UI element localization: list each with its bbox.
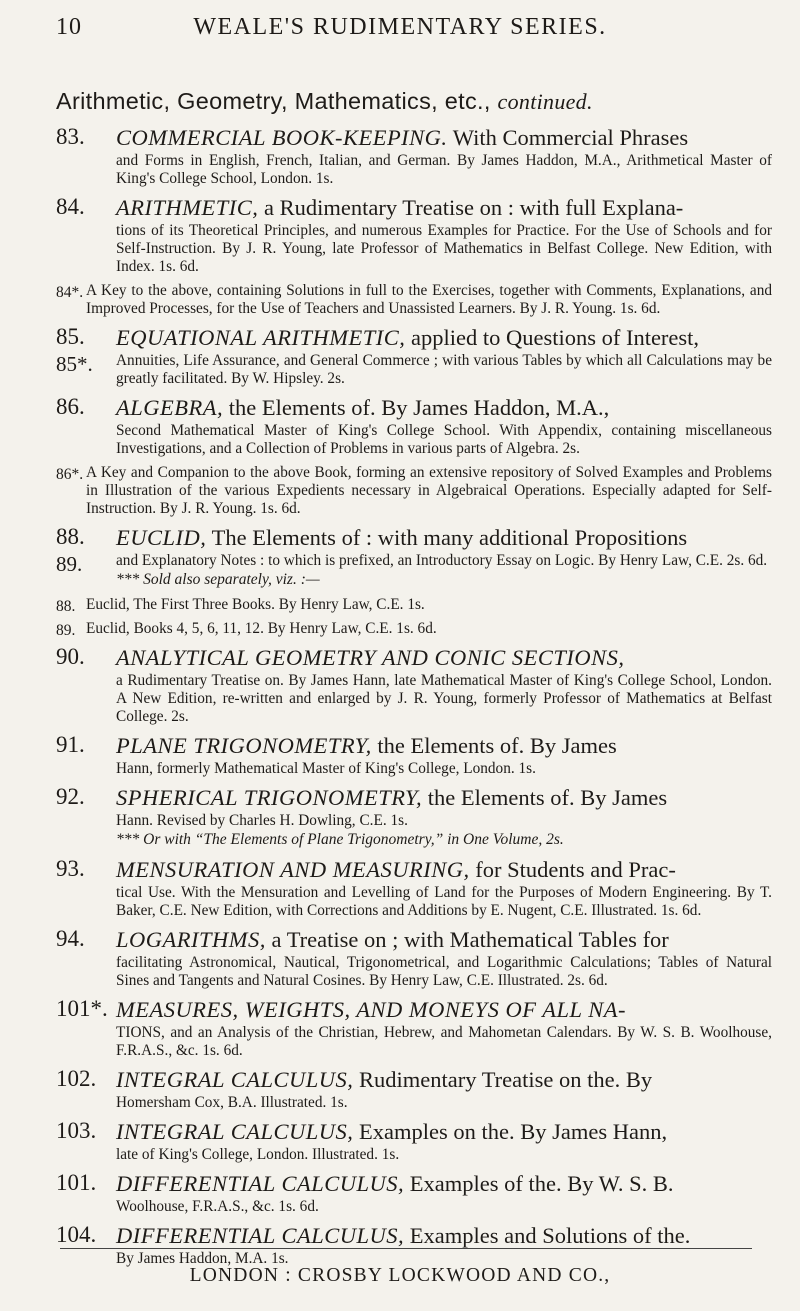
entry-head-line <box>116 1222 772 1250</box>
entry-head-line <box>116 644 772 672</box>
entry-number: 85. <box>56 324 85 349</box>
entry-number: 102. <box>56 1066 97 1091</box>
catalogue-entry <box>56 194 772 276</box>
entry-title: DIFFERENTIAL CALCULUS, <box>116 1171 405 1196</box>
entry-number: 88. <box>56 598 76 615</box>
entry-description: tions of its Theoretical Principles, and numerous Examples for Practice. For the Use of Schools and for Self-Instruction. By J. R. Young, late Professor of Mathematics in Belfast College. New Edition, with Index. 1s. 6d. <box>116 222 772 275</box>
entry-description: and Explanatory Notes : to which is prefixed, an Introductory Essay on Logic. By Henry Law, C.E. 2s. 6d. <box>116 552 768 569</box>
entry-number: 89. <box>56 622 76 639</box>
entry-description: a Rudimentary Treatise on. By James Hann, late Mathematical Master of King's College School, London. A New Edition, re-written and enlarged by J. R. Young, formerly Professor of Mathematics at Belfast College. 2s. <box>116 672 772 725</box>
section-heading-text: Arithmetic, Geometry, Mathematics, etc., <box>56 88 491 114</box>
entry-head-line <box>116 324 772 352</box>
entry-lead: Examples and Solutions of the. <box>404 1223 691 1248</box>
entry-number: 83. <box>56 124 85 149</box>
footer-rule <box>60 1248 752 1249</box>
entry-lead: the Elements of. By James <box>371 733 617 758</box>
section-heading <box>56 88 593 115</box>
entry-number: 94. <box>56 926 85 951</box>
entry-title: MENSURATION AND MEASURING, <box>116 857 470 882</box>
entry-number: 92. <box>56 784 85 809</box>
entry-title: LOGARITHMS, <box>116 927 266 952</box>
catalogue-entry <box>56 644 772 726</box>
running-head <box>0 0 800 60</box>
series-title: WEALE'S RUDIMENTARY SERIES. <box>193 14 607 40</box>
entry-description: tical Use. With the Mensuration and Levelling of Land for the Purposes of Modern Engineering. By T. Baker, C.E. New Edition, with Corrections and Additions by E. Nugent, C.E. Illustrated. 1s. 6d. <box>116 884 772 919</box>
entry-head-line <box>116 194 772 222</box>
entry-number: 88. <box>56 524 85 549</box>
entry-number: 90. <box>56 644 85 669</box>
entry-note: *** Sold also separately, viz. :— <box>116 571 320 588</box>
catalogue-entry <box>56 1066 772 1112</box>
entry-lead: the Elements of. By James <box>422 785 668 810</box>
entry-description: Hann, formerly Mathematical Master of King's College, London. 1s. <box>116 760 536 777</box>
entry-title: EUCLID, <box>116 525 207 550</box>
entry-head-line <box>116 996 772 1024</box>
catalogue-entry <box>56 1118 772 1164</box>
entry-number: 93. <box>56 856 85 881</box>
entry-lead: Examples on the. By James Hann, <box>353 1119 668 1144</box>
entry-lead: With Commercial Phrases <box>447 125 689 150</box>
entry-title: MEASURES, WEIGHTS, AND MONEYS OF ALL NA- <box>116 997 627 1022</box>
entry-number: 104. <box>56 1222 97 1247</box>
entry-description: Euclid, The First Three Books. By Henry Law, C.E. 1s. <box>86 596 425 613</box>
catalogue-sub-entry <box>56 282 772 318</box>
entry-head-line <box>116 784 772 812</box>
entry-number: 103. <box>56 1118 97 1143</box>
entry-head-line <box>116 1118 772 1146</box>
catalogue-entry <box>56 784 772 850</box>
entry-lead: a Treatise on ; with Mathematical Tables for <box>265 927 669 952</box>
entry-head-line <box>116 524 772 552</box>
catalogue-sub-entry <box>56 596 772 614</box>
catalogue-entry <box>56 732 772 778</box>
catalogue-entry <box>56 856 772 920</box>
entry-title: SPHERICAL TRIGONOMETRY, <box>116 785 423 810</box>
entry-title: INTEGRAL CALCULUS, <box>116 1119 354 1144</box>
catalogue-entries <box>56 124 772 1274</box>
catalogue-sub-entry <box>56 464 772 518</box>
entry-number-secondary: 85*. <box>56 352 93 376</box>
catalogue-entry <box>56 1222 772 1268</box>
entry-title: EQUATIONAL ARITHMETIC, <box>116 325 406 350</box>
entry-lead: Rudimentary Treatise on the. By <box>353 1067 653 1092</box>
entry-title: COMMERCIAL BOOK-KEEPING. <box>116 125 448 150</box>
catalogue-entry <box>56 394 772 458</box>
entry-number: 101*. <box>56 996 108 1021</box>
entry-number: 84*. <box>56 284 84 301</box>
entry-number-secondary: 89. <box>56 552 83 576</box>
section-heading-suffix: continued. <box>497 89 593 114</box>
entry-number: 84. <box>56 194 85 219</box>
entry-description: By James Haddon, M.A. 1s. <box>116 1250 289 1267</box>
footer-imprint: LONDON : CROSBY LOCKWOOD AND CO., <box>189 1265 611 1286</box>
entry-number: 86*. <box>56 466 84 483</box>
catalogue-sub-entry <box>56 620 772 638</box>
entry-description: facilitating Astronomical, Nautical, Trigonometrical, and Logarithmic Calculations; Tables of Natural Sines and Tangents and Natural Cosines. By Henry Law, C.E. Illustrated. 2s. 6d. <box>116 954 772 989</box>
entry-lead: a Rudimentary Treatise on : with full Explana- <box>258 195 684 220</box>
entry-head-line <box>116 394 772 422</box>
entry-head-line <box>116 856 772 884</box>
catalogue-entry <box>56 926 772 990</box>
entry-description: A Key and Companion to the above Book, forming an extensive repository of Solved Examples and Problems in Illustration of the various Expedients necessary in Algebraical Operations. Especially adapted for Self-Instruction. By J. R. Young. 1s. 6d. <box>86 464 772 517</box>
entry-note: *** Or with “The Elements of Plane Trigonometry,” in One Volume, 2s. <box>116 831 564 848</box>
entry-head-line <box>116 926 772 954</box>
entry-description: Annuities, Life Assurance, and General Commerce ; with various Tables by which all Calculations may be greatly facilitated. By W. Hipsley. 2s. <box>116 352 772 387</box>
entry-description: Woolhouse, F.R.A.S., &c. 1s. 6d. <box>116 1198 319 1215</box>
entry-description: TIONS, and an Analysis of the Christian, Hebrew, and Mahometan Calendars. By W. S. B. Woolhouse, F.R.A.S., &c. 1s. 6d. <box>116 1024 772 1059</box>
catalogue-entry <box>56 1170 772 1216</box>
entry-lead: The Elements of : with many additional Propositions <box>206 525 688 550</box>
entry-description: Euclid, Books 4, 5, 6, 11, 12. By Henry Law, C.E. 1s. 6d. <box>86 620 437 637</box>
entry-head-line <box>116 1170 772 1198</box>
entry-description: and Forms in English, French, Italian, and German. By James Haddon, M.A., Arithmetical Master of King's College School, London. 1s. <box>116 152 772 187</box>
catalogue-entry <box>56 524 772 590</box>
entry-title: INTEGRAL CALCULUS, <box>116 1067 354 1092</box>
catalogue-entry <box>56 324 772 388</box>
entry-lead: the Elements of. By James Haddon, M.A., <box>223 395 610 420</box>
entry-lead: Examples of the. By W. S. B. <box>404 1171 674 1196</box>
catalogue-entry <box>56 996 772 1060</box>
entry-head-line <box>116 732 772 760</box>
entry-title: DIFFERENTIAL CALCULUS, <box>116 1223 405 1248</box>
entry-number: 101. <box>56 1170 97 1195</box>
page-number: 10 <box>56 14 82 40</box>
entry-lead: for Students and Prac- <box>469 857 676 882</box>
entry-number: 91. <box>56 732 85 757</box>
entry-description: A Key to the above, containing Solutions in full to the Exercises, together with Comments, Explanations, and Improved Processes, for the Use of Teachers and Unassisted Learners. By J. R. Young. 1s. 6d. <box>86 282 772 317</box>
entry-title: ANALYTICAL GEOMETRY AND CONIC SECTIONS, <box>116 645 625 670</box>
entry-lead: applied to Questions of Interest, <box>405 325 700 350</box>
entry-title: ARITHMETIC, <box>116 195 259 220</box>
entry-head-line <box>116 124 772 152</box>
entry-head-line <box>116 1066 772 1094</box>
entry-description: Second Mathematical Master of King's College School. With Appendix, containing miscellaneous Investigations, and a Collection of Problems in various parts of Algebra. 2s. <box>116 422 772 457</box>
catalogue-entry <box>56 124 772 188</box>
entry-title: ALGEBRA, <box>116 395 224 420</box>
entry-description: late of King's College, London. Illustrated. 1s. <box>116 1146 400 1163</box>
entry-title: PLANE TRIGONOMETRY, <box>116 733 372 758</box>
entry-description: Hann. Revised by Charles H. Dowling, C.E. 1s. <box>116 812 408 829</box>
entry-number: 86. <box>56 394 85 419</box>
entry-description: Homersham Cox, B.A. Illustrated. 1s. <box>116 1094 348 1111</box>
